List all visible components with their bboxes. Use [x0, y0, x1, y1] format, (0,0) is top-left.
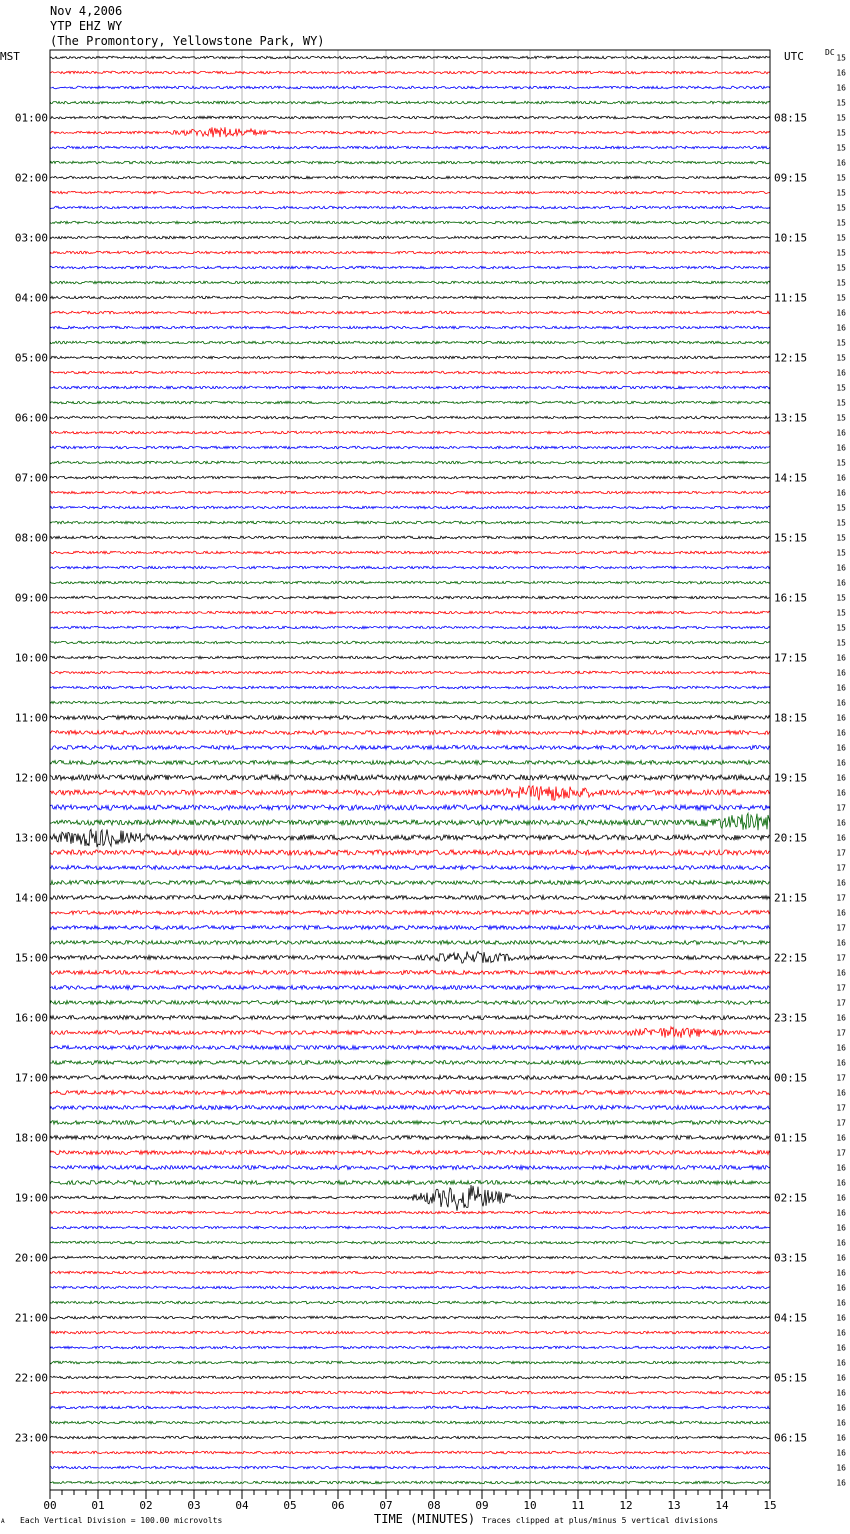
row-side-value: 16 — [836, 1058, 846, 1068]
row-side-value: 17 — [836, 1118, 846, 1128]
row-side-value: 15 — [836, 533, 846, 543]
left-hour-label: 12:00 — [14, 771, 48, 785]
row-side-value: 16 — [836, 578, 846, 588]
trace-row-72 — [50, 1136, 770, 1140]
row-side-value: 17 — [836, 953, 846, 963]
row-side-value: 16 — [836, 818, 846, 828]
footer-scale-note: Each Vertical Division = 100.00 microvolts — [20, 1516, 223, 1525]
trace-row-83 — [50, 1301, 770, 1304]
dc-label: DC — [825, 48, 835, 57]
row-side-value: 15 — [836, 233, 846, 243]
trace-row-93 — [50, 1451, 770, 1454]
trace-row-30 — [50, 506, 770, 509]
trace-row-49 — [50, 786, 770, 801]
trace-row-56 — [50, 896, 770, 900]
left-hour-label: 07:00 — [14, 471, 48, 485]
trace-group — [50, 56, 770, 1484]
trace-row-84 — [50, 1316, 770, 1319]
right-hour-label: 12:15 — [774, 351, 808, 365]
trace-row-68 — [50, 1076, 770, 1080]
row-side-value: 16 — [836, 1253, 846, 1263]
trace-row-54 — [50, 866, 770, 870]
trace-row-76 — [50, 1185, 770, 1211]
row-side-value: 17 — [836, 863, 846, 873]
trace-row-16 — [50, 296, 770, 299]
right-hour-label: 16:15 — [774, 591, 808, 605]
row-side-value: 16 — [836, 1178, 846, 1188]
row-side-value: 16 — [836, 1193, 846, 1203]
right-hour-label: 18:15 — [774, 711, 808, 725]
right-hour-label: 01:15 — [774, 1131, 808, 1145]
trace-row-18 — [50, 326, 770, 329]
trace-row-74 — [50, 1166, 770, 1170]
x-tick-label: 14 — [715, 1499, 729, 1512]
right-hour-label: 10:15 — [774, 231, 808, 245]
x-tick-label: 00 — [43, 1499, 57, 1512]
x-tick-label: 04 — [235, 1499, 249, 1512]
trace-row-48 — [50, 775, 770, 780]
trace-row-2 — [50, 86, 770, 89]
row-side-value: 15 — [836, 548, 846, 558]
row-side-value: 17 — [836, 893, 846, 903]
row-side-value: 17 — [836, 1103, 846, 1113]
row-side-value: 16 — [836, 1283, 846, 1293]
row-side-value: 16 — [836, 1133, 846, 1143]
trace-row-33 — [50, 551, 770, 554]
trace-row-62 — [50, 986, 770, 990]
left-hour-label: 13:00 — [14, 831, 48, 845]
trace-row-25 — [50, 431, 770, 434]
row-side-value: 16 — [836, 1418, 846, 1428]
row-side-value: 16 — [836, 323, 846, 333]
trace-row-91 — [50, 1421, 770, 1424]
trace-row-86 — [50, 1346, 770, 1349]
row-side-value: 16 — [836, 773, 846, 783]
trace-row-13 — [50, 251, 770, 254]
trace-row-89 — [50, 1391, 770, 1394]
row-side-value: 15 — [836, 98, 846, 108]
left-hour-label: 17:00 — [14, 1071, 48, 1085]
trace-row-70 — [50, 1106, 770, 1110]
row-side-value: 16 — [836, 1373, 846, 1383]
trace-row-9 — [50, 191, 770, 194]
row-side-value: 16 — [836, 1403, 846, 1413]
right-hour-label: 13:15 — [774, 411, 808, 425]
row-side-value: 16 — [836, 83, 846, 93]
trace-row-90 — [50, 1406, 770, 1409]
right-hour-label: 02:15 — [774, 1191, 808, 1205]
trace-row-19 — [50, 341, 770, 344]
trace-row-85 — [50, 1331, 770, 1334]
left-hour-label: 21:00 — [14, 1311, 48, 1325]
trace-row-12 — [50, 236, 770, 239]
row-side-value: 16 — [836, 1163, 846, 1173]
right-hour-label: 14:15 — [774, 471, 808, 485]
trace-row-8 — [50, 176, 770, 179]
trace-row-23 — [50, 401, 770, 404]
station-location: (The Promontory, Yellowstone Park, WY) — [50, 34, 325, 48]
row-side-value: 17 — [836, 1148, 846, 1158]
trace-row-15 — [50, 281, 770, 284]
row-side-value: 16 — [836, 668, 846, 678]
row-side-value: 16 — [836, 938, 846, 948]
row-side-value: 15 — [836, 53, 846, 63]
row-side-value: 15 — [836, 203, 846, 213]
trace-row-17 — [50, 311, 770, 314]
trace-row-87 — [50, 1361, 770, 1364]
row-side-value: 16 — [836, 1448, 846, 1458]
trace-row-57 — [50, 911, 770, 915]
left-hour-label: 22:00 — [14, 1371, 48, 1385]
left-hour-label: 09:00 — [14, 591, 48, 605]
trace-row-55 — [50, 881, 770, 885]
row-side-value: 15 — [836, 113, 846, 123]
row-side-value: 16 — [836, 1223, 846, 1233]
row-side-value: 16 — [836, 878, 846, 888]
right-hour-label: 23:15 — [774, 1011, 808, 1025]
row-side-value: 17 — [836, 848, 846, 858]
trace-row-1 — [50, 71, 770, 74]
left-hour-label: 11:00 — [14, 711, 48, 725]
row-side-value: 16 — [836, 788, 846, 798]
left-hour-label: 04:00 — [14, 291, 48, 305]
row-side-value: 15 — [836, 338, 846, 348]
row-side-value: 16 — [836, 683, 846, 693]
trace-row-43 — [50, 701, 770, 704]
minute-grid — [98, 50, 722, 1490]
trace-row-59 — [50, 941, 770, 945]
row-side-value: 16 — [836, 1268, 846, 1278]
row-side-value: 15 — [836, 458, 846, 468]
trace-row-81 — [50, 1271, 770, 1274]
row-side-value: 15 — [836, 518, 846, 528]
left-hour-label: 10:00 — [14, 651, 48, 665]
trace-row-29 — [50, 491, 770, 494]
footer-clip-note: Traces clipped at plus/minus 5 vertical divisions — [482, 1516, 719, 1525]
row-side-value: 16 — [836, 428, 846, 438]
left-hour-label: 14:00 — [14, 891, 48, 905]
x-tick-label: 09 — [475, 1499, 489, 1512]
row-side-value: 16 — [836, 1328, 846, 1338]
row-side-value: 16 — [836, 1298, 846, 1308]
row-side-value: 15 — [836, 413, 846, 423]
row-side-value: 16 — [836, 308, 846, 318]
row-side-value: 16 — [836, 1358, 846, 1368]
row-side-value: 15 — [836, 638, 846, 648]
row-side-value: 16 — [836, 488, 846, 498]
trace-row-24 — [50, 416, 770, 419]
trace-row-46 — [50, 746, 770, 750]
mst-label: MST — [0, 50, 20, 63]
row-side-value: 15 — [836, 143, 846, 153]
trace-row-51 — [50, 813, 770, 830]
x-tick-label: 08 — [427, 1499, 441, 1512]
trace-row-45 — [50, 731, 770, 735]
left-hour-label: 05:00 — [14, 351, 48, 365]
x-tick-label: 13 — [667, 1499, 681, 1512]
row-side-value: 16 — [836, 728, 846, 738]
left-hour-label: 18:00 — [14, 1131, 48, 1145]
trace-row-35 — [50, 581, 770, 584]
left-hour-label: 01:00 — [14, 111, 48, 125]
right-hour-label: 22:15 — [774, 951, 808, 965]
trace-row-47 — [50, 761, 770, 765]
row-side-value: 15 — [836, 608, 846, 618]
row-labels — [15, 54, 846, 1488]
right-hour-label: 03:15 — [774, 1251, 808, 1265]
row-side-value: 16 — [836, 758, 846, 768]
row-side-value: 16 — [836, 1013, 846, 1023]
trace-row-61 — [50, 971, 770, 975]
trace-row-41 — [50, 671, 770, 674]
trace-row-27 — [50, 461, 770, 464]
row-side-value: 15 — [836, 503, 846, 513]
trace-row-40 — [50, 656, 770, 659]
row-side-value: 16 — [836, 1313, 846, 1323]
trace-row-0 — [50, 56, 770, 59]
trace-row-20 — [50, 356, 770, 359]
right-hour-label: 06:15 — [774, 1431, 808, 1445]
row-side-value: 16 — [836, 908, 846, 918]
row-side-value: 16 — [836, 1208, 846, 1218]
trace-row-80 — [50, 1256, 770, 1259]
trace-row-34 — [50, 566, 770, 569]
trace-row-94 — [50, 1466, 770, 1469]
station-code: YTP EHZ WY — [50, 19, 123, 33]
row-side-value: 15 — [836, 263, 846, 273]
row-side-value: 16 — [836, 1433, 846, 1443]
trace-row-42 — [50, 686, 770, 689]
row-side-value: 16 — [836, 698, 846, 708]
trace-row-39 — [50, 641, 770, 644]
x-tick-label: 07 — [379, 1499, 393, 1512]
row-side-value: 17 — [836, 983, 846, 993]
trace-row-64 — [50, 1016, 770, 1020]
row-side-value: 16 — [836, 473, 846, 483]
row-side-value: 15 — [836, 248, 846, 258]
trace-row-63 — [50, 1001, 770, 1005]
trace-row-44 — [50, 716, 770, 720]
row-side-value: 15 — [836, 128, 846, 138]
trace-row-7 — [50, 161, 770, 164]
row-side-value: 16 — [836, 968, 846, 978]
row-side-value: 16 — [836, 743, 846, 753]
station-date: Nov 4,2006 — [50, 4, 123, 18]
right-hour-label: 19:15 — [774, 771, 808, 785]
row-side-value: 16 — [836, 833, 846, 843]
left-hour-label: 20:00 — [14, 1251, 48, 1265]
row-side-value: 17 — [836, 923, 846, 933]
trace-row-22 — [50, 386, 770, 389]
trace-row-10 — [50, 206, 770, 209]
trace-row-60 — [50, 951, 770, 963]
right-hour-label: 21:15 — [774, 891, 808, 905]
trace-row-67 — [50, 1061, 770, 1065]
x-tick-label: 12 — [619, 1499, 633, 1512]
x-tick-label: 01 — [91, 1499, 105, 1512]
trace-row-53 — [50, 850, 770, 855]
row-side-value: 16 — [836, 158, 846, 168]
trace-row-52 — [50, 829, 770, 847]
row-side-value: 16 — [836, 563, 846, 573]
row-side-value: 16 — [836, 653, 846, 663]
trace-row-79 — [50, 1241, 770, 1244]
row-side-value: 16 — [836, 1463, 846, 1473]
trace-row-95 — [50, 1481, 770, 1484]
trace-row-65 — [50, 1027, 770, 1038]
x-tick-label: 05 — [283, 1499, 297, 1512]
x-tick-label: 10 — [523, 1499, 537, 1512]
trace-row-50 — [50, 805, 770, 810]
right-hour-label: 11:15 — [774, 291, 808, 305]
left-hour-label: 03:00 — [14, 231, 48, 245]
row-side-value: 15 — [836, 293, 846, 303]
left-hour-label: 19:00 — [14, 1191, 48, 1205]
trace-row-28 — [50, 476, 770, 479]
row-side-value: 16 — [836, 443, 846, 453]
row-side-value: 16 — [836, 713, 846, 723]
left-hour-label: 08:00 — [14, 531, 48, 545]
x-tick-label: 03 — [187, 1499, 201, 1512]
row-side-value: 15 — [836, 383, 846, 393]
row-side-value: 16 — [836, 68, 846, 78]
trace-row-37 — [50, 611, 770, 614]
left-hour-label: 06:00 — [14, 411, 48, 425]
row-side-value: 15 — [836, 218, 846, 228]
row-side-value: 15 — [836, 173, 846, 183]
left-hour-label: 15:00 — [14, 951, 48, 965]
trace-row-31 — [50, 521, 770, 524]
trace-row-26 — [50, 446, 770, 449]
trace-row-32 — [50, 536, 770, 539]
row-side-value: 16 — [836, 1478, 846, 1488]
left-hour-label: 16:00 — [14, 1011, 48, 1025]
trace-row-5 — [50, 127, 770, 137]
trace-row-38 — [50, 626, 770, 629]
trace-row-82 — [50, 1286, 770, 1289]
trace-row-88 — [50, 1376, 770, 1379]
left-hour-label: 02:00 — [14, 171, 48, 185]
row-side-value: 17 — [836, 998, 846, 1008]
footer-mark: A — [1, 1518, 5, 1525]
row-side-value: 15 — [836, 353, 846, 363]
x-tick-label: 06 — [331, 1499, 345, 1512]
right-hour-label: 15:15 — [774, 531, 808, 545]
trace-row-66 — [50, 1046, 770, 1050]
row-side-value: 17 — [836, 1073, 846, 1083]
row-side-value: 16 — [836, 1238, 846, 1248]
right-hour-label: 09:15 — [774, 171, 808, 185]
trace-row-58 — [50, 926, 770, 930]
right-hour-label: 20:15 — [774, 831, 808, 845]
row-side-value: 15 — [836, 398, 846, 408]
left-hour-label: 23:00 — [14, 1431, 48, 1445]
x-tick-label: 15 — [763, 1499, 777, 1512]
row-side-value: 17 — [836, 803, 846, 813]
right-hour-label: 17:15 — [774, 651, 808, 665]
row-side-value: 15 — [836, 188, 846, 198]
trace-row-73 — [50, 1151, 770, 1155]
x-axis-label: TIME (MINUTES) — [374, 1512, 476, 1526]
trace-row-11 — [50, 221, 770, 224]
trace-row-71 — [50, 1121, 770, 1125]
trace-row-78 — [50, 1226, 770, 1229]
right-hour-label: 08:15 — [774, 111, 808, 125]
x-axis-ticks — [43, 1490, 776, 1512]
trace-row-69 — [50, 1091, 770, 1095]
x-tick-label: 02 — [139, 1499, 153, 1512]
row-side-value: 16 — [836, 1088, 846, 1098]
trace-row-3 — [50, 101, 770, 104]
x-tick-label: 11 — [571, 1499, 585, 1512]
trace-row-14 — [50, 266, 770, 269]
trace-row-75 — [50, 1181, 770, 1185]
right-hour-label: 05:15 — [774, 1371, 808, 1385]
trace-row-4 — [50, 116, 770, 119]
right-hour-label: 04:15 — [774, 1311, 808, 1325]
row-side-value: 17 — [836, 1028, 846, 1038]
trace-row-6 — [50, 146, 770, 149]
row-side-value: 16 — [836, 1388, 846, 1398]
trace-row-21 — [50, 371, 770, 374]
plot-frame — [50, 50, 770, 1490]
row-side-value: 16 — [836, 368, 846, 378]
row-side-value: 15 — [836, 623, 846, 633]
trace-row-92 — [50, 1436, 770, 1439]
trace-row-36 — [50, 596, 770, 599]
trace-row-77 — [50, 1211, 770, 1214]
right-hour-label: 00:15 — [774, 1071, 808, 1085]
row-side-value: 15 — [836, 593, 846, 603]
utc-label: UTC — [784, 50, 804, 63]
row-side-value: 16 — [836, 1343, 846, 1353]
row-side-value: 16 — [836, 1043, 846, 1053]
row-side-value: 15 — [836, 278, 846, 288]
